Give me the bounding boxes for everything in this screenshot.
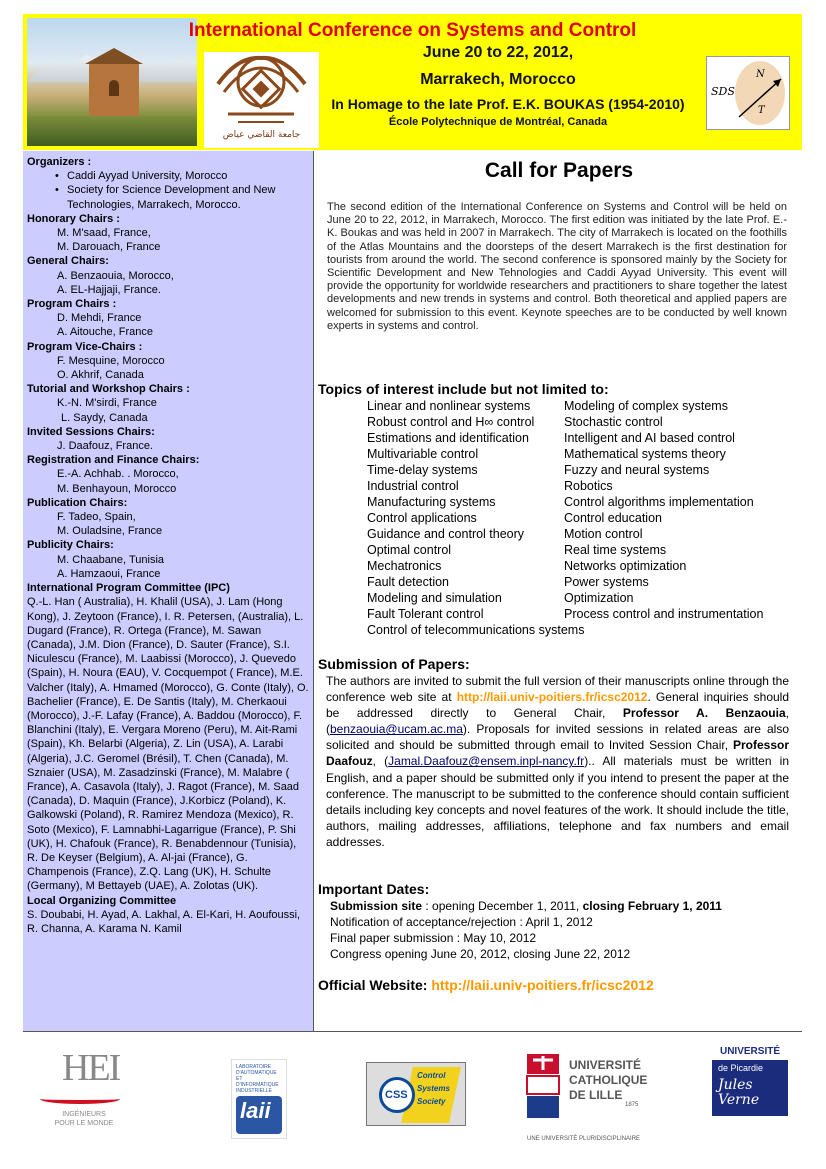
ucl-logo [525, 1048, 655, 1148]
dates-list [330, 898, 722, 962]
header-banner [23, 14, 802, 150]
invited-chair-name: Professor Daafouz [326, 738, 789, 769]
publicity-heading: Publicity Chairs: [27, 539, 114, 552]
intro-paragraph: The second edition of the International Conference on Systems and Control will be held on June 20 to 22, 2012, in Marrakech, Morocco. The first edition was initiated by the late Prof. E.-K. Boukas and was held in 2007 in Marrakech. The city of Marrakech is located on the foothills of the Atlas Mountains and the doorsteps of the desert Marrakech is the first destination for tourists from around the world. The second conference is sponsored mainly by the Society for Scientific Development and New Tehnologies and Caddi Ayyad University. This event will provide the opportunity for worldwide researchers and practitioners to share together the latest developments and new trends in systems and control. Both theoretical and applied papers are welcomed for submission to this event. Keynote speeches are to be conducted by well known experts in systems and control. [327, 201, 787, 332]
general-chair: A. Benzaouia, Morocco, [57, 269, 174, 282]
general-chair-name: Professor A. Benzaouia [622, 706, 786, 721]
topic-item: Guidance and control theory [367, 527, 525, 541]
topic-item: Mechatronics [367, 559, 442, 573]
upjv-logo [712, 1046, 788, 1116]
dates-heading: Important Dates: [318, 881, 430, 897]
submission-site-label: Submission site [330, 899, 423, 913]
daafouz-email-link[interactable]: Jamal.Daafouz@ensem.inpl-nancy.fr [388, 754, 585, 769]
date-item: Final paper submission : May 10, 2012 [330, 931, 537, 945]
publication-chair: M. Ouladsine, France [57, 525, 163, 538]
cfp-title: Call for Papers [484, 159, 634, 182]
publication-chair: F. Tadeo, Spain, [57, 511, 136, 524]
program-chair: D. Mehdi, France [57, 312, 142, 325]
conference-title: International Conference on Systems and Control [188, 20, 637, 41]
topic-item: Control of telecommunications systems [367, 623, 585, 637]
general-heading: General Chairs: [27, 255, 109, 268]
submission-text: , ( [372, 754, 389, 769]
topic-item: Robust control and H∞ control [367, 415, 535, 429]
registration-heading: Registration and Finance Chairs: [27, 454, 200, 467]
topic-item: Time-delay systems [367, 463, 478, 477]
official-website-link[interactable]: http://laii.univ-poitiers.fr/icsc2012 [431, 977, 654, 993]
topic-item: Power systems [564, 575, 649, 589]
hei-name: HEI [62, 1047, 120, 1089]
honorary-chair: M. Darouach, France [57, 241, 161, 254]
official-website [318, 977, 654, 993]
tutorial-heading: Tutorial and Workshop Chairs : [27, 383, 190, 396]
topic-item: Stochastic control [564, 415, 663, 429]
sds-t-label: T [758, 105, 765, 116]
topic-item: Intelligent and AI based control [564, 431, 735, 445]
program-heading: Program Chairs : [27, 298, 117, 311]
topic-item: Control algorithms implementation [564, 495, 754, 509]
upjv-de: de Picardie [718, 1063, 764, 1073]
css-abbr: CSS [385, 1089, 408, 1101]
topic-item: Industrial control [367, 479, 459, 493]
topic-item: Linear and nonlinear systems [367, 399, 531, 413]
topic-item: Control applications [367, 511, 477, 525]
website-label: Official Website: [318, 977, 432, 993]
topic-item: Motion control [564, 527, 643, 541]
topic-item: Robotics [564, 479, 613, 493]
topic-item: Mathematical systems theory [564, 447, 726, 461]
hei-tagline: INGÉNIEURS POUR LE MONDE [54, 1111, 114, 1127]
sds-n-label: N [756, 69, 765, 80]
submission-text: ). Proposals for invited sessions in related areas are also solicited and should be submitted through email to Invited Session Chair, [326, 722, 789, 753]
submission-heading: Submission of Papers: [318, 656, 470, 672]
ipc-heading: International Program Committee (IPC) [27, 582, 230, 595]
ucl-crest-icon [525, 1050, 561, 1122]
ucl-name: UNIVERSITÉ CATHOLIQUE DE LILLE [569, 1058, 648, 1102]
topic-item: Optimization [564, 591, 634, 605]
topic-item: Fuzzy and neural systems [564, 463, 710, 477]
topic-item: Real time systems [564, 543, 667, 557]
organizer-item: • Caddi Ayyad University, Morocco [27, 169, 309, 183]
registration-chair: E.-A. Achhab. . Morocco, [57, 468, 179, 481]
swoosh-icon [40, 1094, 120, 1104]
program-chair: A. Aitouche, France [57, 326, 153, 339]
local-members: S. Doubabi, H. Ayad, A. Lakhal, A. El-Kari, H. Aoufoussi, R. Channa, A. Karama N. Kamil [27, 908, 301, 935]
topic-item: Manufacturing systems [367, 495, 496, 509]
publicity-chair: M. Chaabane, Tunisia [57, 553, 165, 566]
css-name: Control Systems Society [417, 1071, 450, 1106]
topic-item: Optimal control [367, 543, 452, 557]
laii-name: laii [240, 1098, 271, 1123]
topic-item: Networks optimization [564, 559, 687, 573]
css-logo [366, 1062, 466, 1126]
invited-chair: J. Daafouz, France. [57, 440, 153, 453]
conference-dates: June 20 to 22, 2012, [422, 44, 574, 61]
tutorial-chair: L. Saydy, Canada [61, 411, 148, 424]
tutorial-chair: K.-N. M'sirdi, France [57, 397, 157, 410]
date-text: : opening December 1, 2011, [422, 899, 583, 913]
honorary-heading: Honorary Chairs : [27, 212, 120, 225]
institution-line: École Polytechnique de Montréal, Canada [388, 116, 608, 128]
vice-heading: Program Vice-Chairs : [27, 340, 143, 353]
css-circle-icon [379, 1077, 415, 1113]
ucl-year: 1875 [625, 1102, 639, 1108]
submission-paragraph [326, 673, 789, 850]
upjv-name: Jules Verne [718, 1077, 760, 1108]
date-item: Notification of acceptance/rejection : April 1, 2012 [330, 915, 593, 929]
seal-caption: جامعة القاضي عياض [222, 130, 301, 140]
invited-heading: Invited Sessions Chairs: [27, 425, 155, 438]
submission-text: , ( [326, 706, 789, 737]
registration-chair: M. Benhayoun, Morocco [57, 482, 177, 495]
topics-list [367, 398, 797, 638]
submission-text: . General inquiries should be addressed directly to General Chair, [326, 690, 789, 721]
topic-item: Fault detection [367, 575, 449, 589]
benzaouia-email-link[interactable]: benzaouia@ucam.ac.ma [330, 722, 463, 737]
ipc-members: Q.-L. Han ( Australia), H. Khalil (USA), J. Lam (Hong Kong), J. Zeytoon (France), I. R. Petersen, (Australia), L. Dugard (France), R. Ortega (France), M. Sawan (Canada), J.M. Dion (France), D. Sauter (France), S.I. Niculescu (France), M. Laabissi (Morocco), J. Quevedo (Spain), H. Noura (EAU), V. Cocquempot ( France), M.E. Valcher (Italy), A. Hmamed (Morocco), G. Conte (Italy), O. Bachelier (France), E. De Santis (Italy), M. Cherkaoui (Morocco), J.-F. Lafay (France), A. Baddou (Morocco), F. Blanchini (Italy), E. Vergara Moreno (Peru), M. Ait-Rami (Spain), Kh. Belarbi (Algeria), Z. Lin (USA), A. Larabi (Algeria), J.C. Geromel (Brésil), T. Chen (Canada), M. Sznaier (USA), M. Zasadzinski (France), M. Malabre ( France), A. Casavola (Italy), J. Ragot (France), M. Saad (Canada), D. Maquin (France), J.Korbicz (Poland), K. Galkowski (Poland), R. Ramirez Mendoza (Mexico), R. Soto (Mexico), F. Lamnabhi-Lagarrigue (France), P. Shi (UK), H. Chafouk (France), R. Benabdennour (Tunisia), R. De Keyser (Belgium), A. Al-jai (France), G. Champenois (France), Z.Q. Lang (UK), H. Schulte (Germany), M Bettayeb (UAE), A. Zolotas (UK). [27, 596, 309, 893]
organizer-item: • Society for Science Development and New Technologies, Marrakech, Morocco. [27, 183, 309, 211]
vice-chair: F. Mesquine, Morocco [57, 354, 165, 367]
submission-text: The authors are invited to submit the full version of their manuscripts online through the conference web site at [326, 674, 789, 705]
topics-heading: Topics of interest include but not limited to: [318, 381, 609, 397]
honorary-chair: M. M'saad, France, [57, 227, 151, 240]
conference-location: Marrakech, Morocco [420, 71, 576, 88]
committee-column [23, 151, 314, 1031]
homage-line: In Homage to the late Prof. E.K. BOUKAS (1954-2010) [331, 96, 685, 112]
vice-chair: O. Akhrif, Canada [57, 369, 144, 382]
topic-item: Modeling and simulation [367, 591, 502, 605]
conference-site-link[interactable]: http://laii.univ-poitiers.fr/icsc2012 [456, 690, 648, 705]
organizers-heading: Organizers : [27, 156, 92, 168]
upjv-top: UNIVERSITÉ [719, 1046, 780, 1057]
ucl-tagline: UNE UNIVERSITÉ PLURIDISCIPLINAIRE [527, 1136, 641, 1142]
laii-tagline: LABORATOIRE D'AUTOMATIQUE ET D'INFORMATIQUE INDUSTRIELLE [236, 1064, 279, 1094]
seal-emblem-icon [208, 54, 315, 130]
call-for-papers-column [316, 151, 802, 1031]
footer-divider [23, 1031, 802, 1032]
topic-item: Multivariable control [367, 447, 479, 461]
submission-text: ).. All materials must be written in English, and a paper should be submitted only if you intend to present the paper at the conference. The manuscript to be submitted to the conference should contain sufficient details including key concepts and novel features of the work. It should include the title, authors, mailing addresses, affiliations, telephone and fax numbers and email addresses. [326, 754, 789, 849]
topic-item: Fault Tolerant control [367, 607, 484, 621]
general-chair: A. EL-Hajjaji, France. [57, 283, 161, 296]
publicity-chair: A. Hamzaoui, France [57, 567, 161, 580]
sds-label: SDS [711, 85, 735, 98]
topic-item: Control education [564, 511, 662, 525]
date-item: Congress opening June 20, 2012, closing June 22, 2012 [330, 947, 631, 961]
hei-logo [40, 1046, 122, 1138]
sds-logo [706, 56, 790, 130]
topic-item: Modeling of complex systems [564, 399, 728, 413]
date-item [330, 898, 722, 914]
local-heading: Local Organizing Committee [27, 894, 177, 907]
laii-logo [231, 1059, 287, 1139]
topic-item: Estimations and identification [367, 431, 529, 445]
closing-date: closing February 1, 2011 [582, 899, 722, 913]
publication-heading: Publication Chairs: [27, 496, 128, 509]
topic-item: Process control and instrumentation [564, 607, 764, 621]
